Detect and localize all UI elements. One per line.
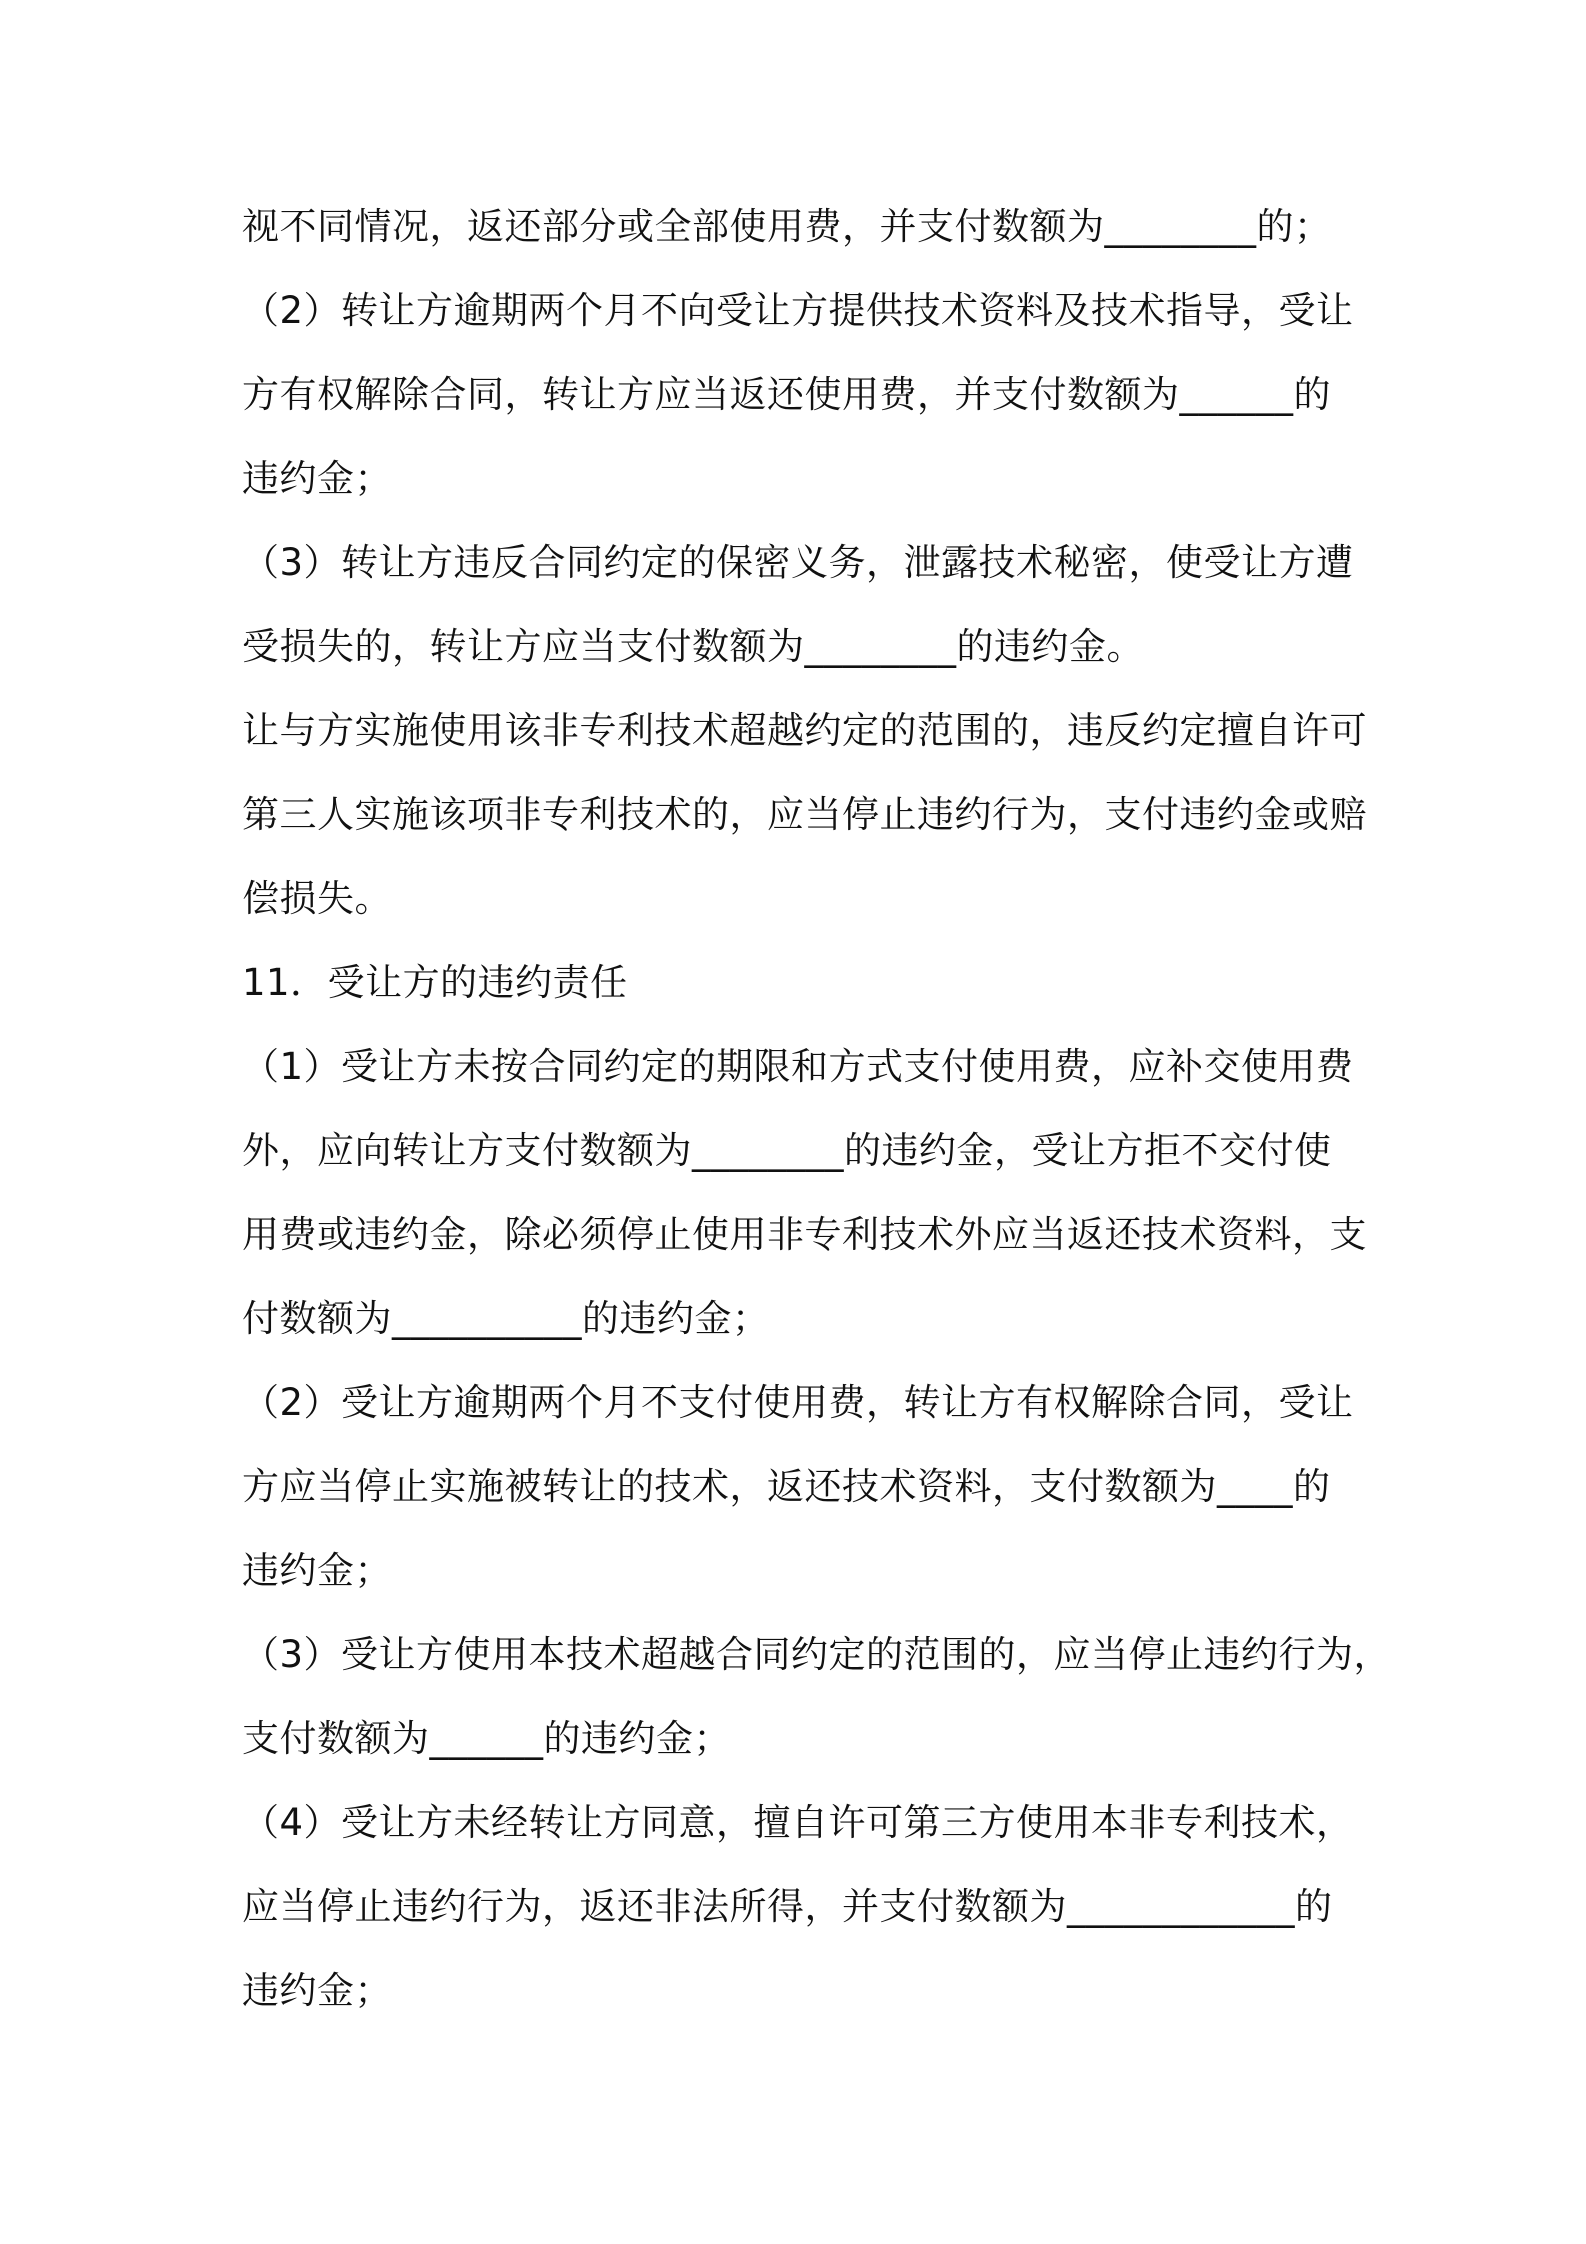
text-line: （1）受让方未按合同约定的期限和方式支付使用费，应补交使用费 xyxy=(242,1045,1354,1088)
text-line: 受损失的，转让方应当支付数额为________的违约金。 xyxy=(242,625,1144,668)
text-line: 付数额为__________的违约金； xyxy=(242,1297,770,1340)
text-line: 违约金； xyxy=(242,457,392,500)
text-line: 用费或违约金，除必须停止使用非专利技术外应当返还技术资料，支 xyxy=(242,1213,1367,1256)
text-line: （4）受让方未经转让方同意，擅自许可第三方使用本非专利技术， xyxy=(242,1801,1354,1844)
text-line: 偿损失。 xyxy=(242,877,392,920)
text-line: 方有权解除合同，转让方应当返还使用费，并支付数额为______的 xyxy=(242,373,1331,416)
section-heading: 11．受让方的违约责任 xyxy=(242,961,628,1004)
text-line: 外，应向转让方支付数额为________的违约金，受让方拒不交付使 xyxy=(242,1129,1332,1172)
text-line: 支付数额为______的违约金； xyxy=(242,1717,731,1760)
text-line: （3）受让方使用本技术超越合同约定的范围的，应当停止违约行为， xyxy=(242,1633,1392,1676)
text-line: 让与方实施使用该非专利技术超越约定的范围的，违反约定擅自许可 xyxy=(242,709,1367,752)
text-line: 方应当停止实施被转让的技术，返还技术资料，支付数额为____的 xyxy=(242,1465,1331,1508)
text-line: 视不同情况，返还部分或全部使用费，并支付数额为________的； xyxy=(242,205,1332,248)
text-line: 应当停止违约行为，返还非法所得，并支付数额为____________的 xyxy=(242,1885,1333,1928)
text-line: （2）受让方逾期两个月不支付使用费，转让方有权解除合同，受让 xyxy=(242,1381,1354,1424)
text-line: 第三人实施该项非专利技术的，应当停止违约行为，支付违约金或赔 xyxy=(242,793,1367,836)
text-line: 违约金； xyxy=(242,1969,392,2012)
text-line: 违约金； xyxy=(242,1549,392,1592)
text-line: （3）转让方违反合同约定的保密义务，泄露技术秘密，使受让方遭 xyxy=(242,541,1354,584)
text-line: （2）转让方逾期两个月不向受让方提供技术资料及技术指导，受让 xyxy=(242,289,1354,332)
